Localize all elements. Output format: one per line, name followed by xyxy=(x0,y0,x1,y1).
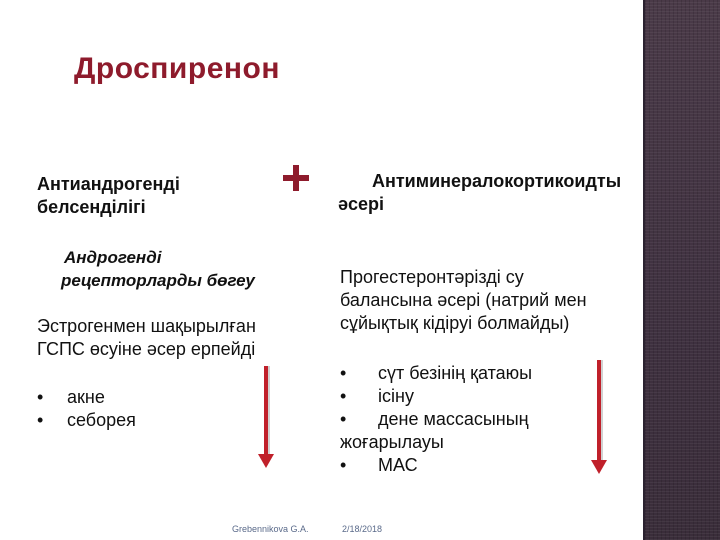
list-item: • ісіну xyxy=(340,386,414,406)
right-text-line2: балансына әсері (натрий мен xyxy=(340,290,587,310)
right-heading-line1: Антиминералокортикоидты xyxy=(372,171,622,191)
list-item: • МАС xyxy=(340,455,418,475)
footer-date: 2/18/2018 xyxy=(342,524,383,534)
down-arrow-icon xyxy=(591,360,607,474)
right-text-line3: сұйықтық кідіруі болмайды) xyxy=(340,313,570,333)
right-bullet-list xyxy=(340,362,532,477)
left-subheading-line1: Андрогенді xyxy=(64,248,162,267)
footer-author: Grebennikova G.A. xyxy=(232,524,309,534)
left-heading-line2: белсенділігі xyxy=(37,197,146,217)
list-item: • сүт безінің қатаюы xyxy=(340,363,533,383)
slide-title: Дроспиренон xyxy=(74,52,280,85)
list-item: • себорея xyxy=(37,409,136,432)
left-bullet-list xyxy=(37,386,136,432)
left-text-line1: Эстрогенмен шақырылған xyxy=(37,316,256,336)
left-heading-line1: Антиандрогенді xyxy=(37,174,180,194)
left-heading xyxy=(37,173,180,219)
list-item-continuation: жоғарылауы xyxy=(340,432,444,452)
right-text-line1: Прогестеронтәрізді су xyxy=(340,267,524,287)
left-text xyxy=(37,315,256,361)
left-subheading-line2: рецепторларды бөгеу xyxy=(61,271,255,290)
left-text-line2: ГСПС өсуіне әсер ерпейді xyxy=(37,339,256,359)
right-heading xyxy=(338,170,621,216)
list-item: • акне xyxy=(37,386,136,409)
right-text xyxy=(340,266,587,335)
down-arrow-icon xyxy=(258,366,274,468)
plus-icon xyxy=(282,163,310,193)
list-item: • дене массасының xyxy=(340,409,529,429)
left-subheading xyxy=(61,246,255,292)
decorative-sidebar xyxy=(645,0,720,540)
right-heading-line2: әсері xyxy=(338,194,385,214)
